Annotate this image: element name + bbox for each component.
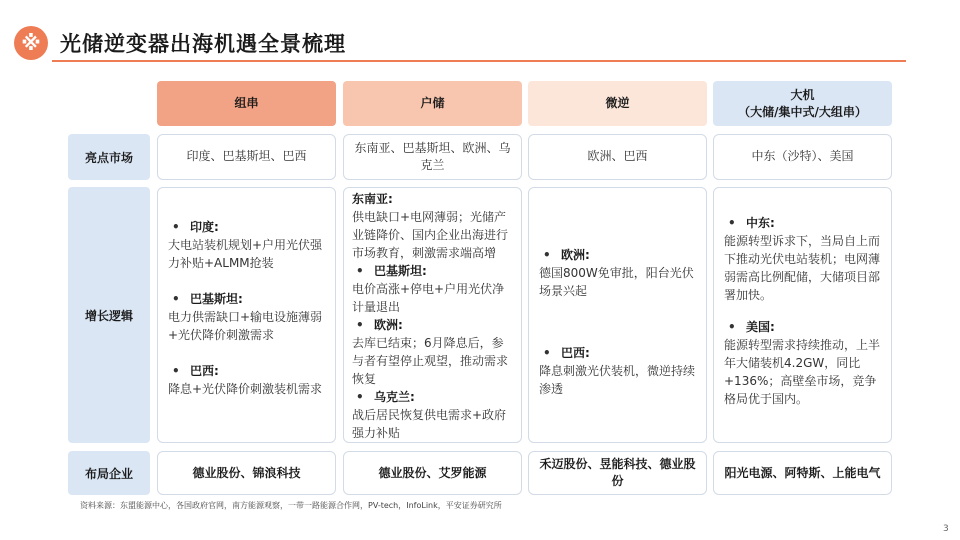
growth-item-head: 印度: (190, 220, 219, 234)
cell-text: 印度、巴基斯坦、巴西 (186, 149, 307, 164)
companies-cell (713, 451, 892, 495)
bullet-icon: • (356, 264, 364, 278)
column-header-micro-inverter (528, 81, 707, 126)
growth-item-text: 降息刺激光伏装机，微逆持续渗透 (539, 364, 696, 396)
growth-item-head: 欧洲: (561, 248, 590, 262)
row-label-hot-markets (68, 134, 150, 180)
growth-item-text: 电力供需缺口+输电设施薄弱+光伏降价刺激需求 (168, 310, 323, 342)
bullet-icon: • (172, 292, 180, 306)
title-badge-icon: ※ (14, 26, 48, 60)
growth-cell-micro (528, 187, 707, 443)
companies-cell (343, 451, 522, 495)
bullet-icon: • (728, 320, 736, 334)
cell-text: 欧洲、巴西 (587, 149, 648, 164)
column-header-label: 微逆 (605, 96, 630, 111)
growth-cell-residential (343, 187, 522, 443)
column-header-label: 户储 (420, 96, 445, 111)
column-header-subtitle: （大储/集中式/大组串） (738, 104, 867, 119)
companies-cell (528, 451, 707, 495)
growth-item-head: 东南亚: (352, 192, 393, 206)
page-number: 3 (943, 524, 949, 534)
cell-text: 阳光电源、阿特斯、上能电气 (724, 465, 881, 480)
source-note: 资料来源：东盟能源中心，各国政府官网，南方能源观察，一带一路能源合作网，PV-tech，InfoLink，平安证券研究所 (80, 501, 502, 510)
cell-text: 德业股份、锦浪科技 (192, 465, 301, 480)
bullet-icon: • (543, 248, 551, 262)
column-header-large-inverter (713, 81, 892, 126)
growth-item (352, 316, 513, 388)
growth-cell-string (157, 187, 336, 443)
growth-cell-large (713, 187, 892, 443)
column-header-label: 大机 (790, 88, 815, 103)
companies-cell (157, 451, 336, 495)
growth-item-text: 能源转型诉求下，当局自上而下推动光伏电站装机；电网薄弱需高比例配储，大储项目部署加快。 (724, 234, 881, 302)
hot-markets-cell (528, 134, 707, 180)
hot-markets-cell (713, 134, 892, 180)
growth-item-head: 巴基斯坦: (190, 292, 243, 306)
cell-text: 德业股份、艾罗能源 (378, 465, 487, 480)
growth-item (539, 344, 696, 398)
bullet-icon: • (172, 364, 180, 378)
cell-text: 禾迈股份、昱能科技、德业股份 (539, 457, 696, 488)
row-label-companies (68, 451, 150, 495)
growth-item-text: 电价高涨+停电+户用光伏净计量退出 (352, 282, 505, 314)
column-header-residential-storage (343, 81, 522, 126)
growth-item (539, 246, 696, 300)
growth-item-text: 去库已结束；6月降息后，参与者有望停止观望，推动需求恢复 (352, 336, 509, 386)
page-title: 光储逆变器出海机遇全景梳理 (60, 32, 346, 56)
growth-item-head: 欧洲: (374, 318, 403, 332)
growth-item-text: 供电缺口+电网薄弱；光储产业链降价、国内企业出海进行市场教育，刺激需求端高增 (352, 210, 509, 260)
column-header-string-inverter (157, 81, 336, 126)
growth-item-head: 乌克兰: (374, 390, 415, 404)
hot-markets-cell (343, 134, 522, 180)
title-underline (52, 60, 906, 62)
bullet-icon: • (543, 346, 551, 360)
cell-text: 中东（沙特）、美国 (751, 149, 854, 164)
bullet-icon: • (356, 390, 364, 404)
bullet-icon: • (356, 318, 364, 332)
bullet-icon: • (728, 216, 736, 230)
growth-item-head: 美国: (746, 320, 775, 334)
growth-item-text: 降息+光伏降价刺激装机需求 (168, 382, 323, 396)
growth-item-text: 大电站装机规划+户用光伏强力补贴+ALMM抢装 (168, 238, 323, 270)
hot-markets-cell (157, 134, 336, 180)
bullet-icon: • (172, 220, 180, 234)
growth-item-text: 战后居民恢复供电需求+政府强力补贴 (352, 408, 507, 440)
growth-item (352, 262, 513, 316)
growth-item-head: 中东: (746, 216, 775, 230)
growth-item-text: 能源转型需求持续推动，上半年大储装机4.2GW，同比+136%；高壁垒市场，竞争格局优于国内。 (724, 338, 881, 406)
growth-item (724, 318, 881, 408)
growth-item (168, 218, 325, 272)
growth-item (168, 290, 325, 344)
growth-item (352, 388, 513, 442)
row-label-growth-logic (68, 187, 150, 443)
column-header-label: 组串 (234, 96, 259, 111)
growth-item-head: 巴西: (190, 364, 219, 378)
growth-item-head: 巴基斯坦: (374, 264, 427, 278)
row-label-text: 增长逻辑 (84, 308, 133, 323)
growth-item-text: 德国800W免审批，阳台光伏场景兴起 (539, 266, 694, 298)
cell-text: 东南亚、巴基斯坦、欧洲、乌克兰 (354, 140, 511, 172)
row-label-text: 布局企业 (84, 466, 133, 481)
row-label-text: 亮点市场 (84, 150, 133, 165)
growth-item-head: 巴西: (561, 346, 590, 360)
growth-item (168, 362, 325, 398)
growth-item (724, 214, 881, 304)
